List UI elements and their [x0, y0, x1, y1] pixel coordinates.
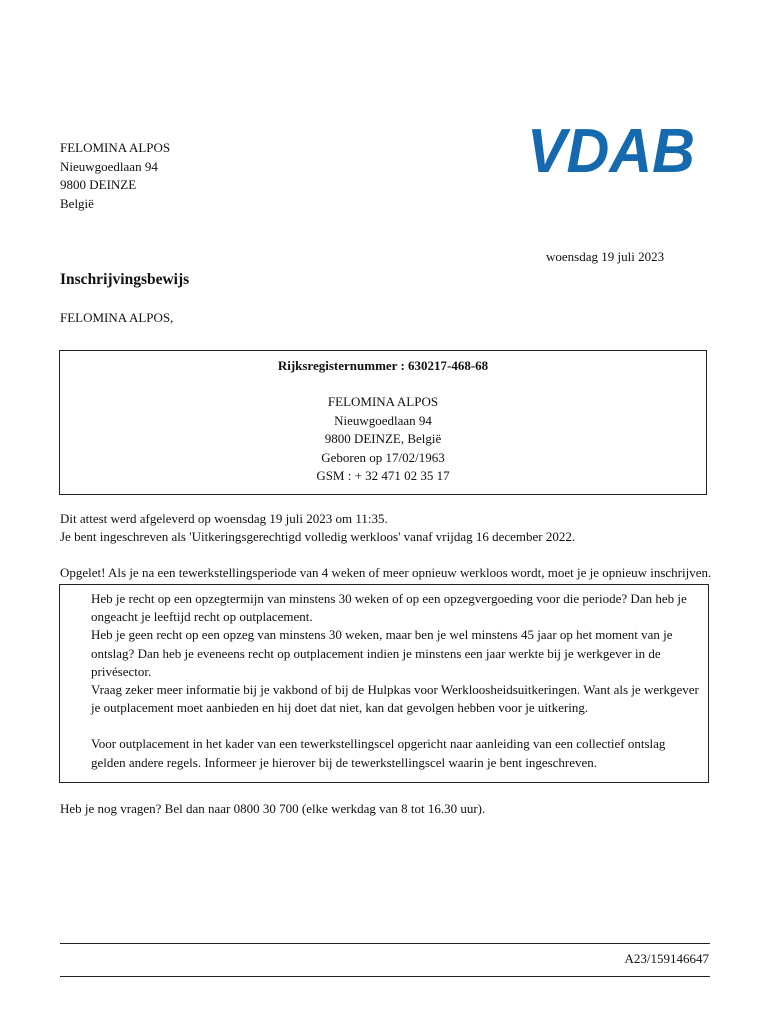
identity-birth-date: Geboren op 17/02/1963	[321, 449, 445, 465]
footer-bottom-divider	[60, 976, 710, 977]
recipient-country: België	[60, 195, 94, 211]
info-paragraph: Heb je geen recht op een opzeg van minstens 30 weken, maar ben je wel minstens 45 jaar op het moment van je ontslag? Dan heb je eveneens recht op outplacement indien je minstens een jaar werkte bij je werkgever in de privésector.	[91, 627, 673, 679]
info-paragraph: Heb je recht op een opzegtermijn van minstens 30 weken of op een opzegvergoeding voor die periode? Dan heb je ongeacht je leeftijd recht op outplacement.	[91, 591, 687, 625]
identity-details	[60, 393, 706, 486]
contact-note: Heb je nog vragen? Bel dan naar 0800 30 700 (elke werkdag van 8 tot 16.30 uur).	[60, 801, 486, 816]
document-reference: A23/159146647	[624, 951, 709, 966]
vdab-logo-text: VDAB	[527, 124, 695, 174]
outplacement-info-box	[59, 584, 709, 783]
recipient-city: 9800 DEINZE	[60, 177, 137, 192]
vdab-logo	[527, 124, 697, 174]
identity-box	[59, 350, 707, 495]
identity-phone: GSM : + 32 471 02 35 17	[316, 468, 450, 483]
letter-date: woensdag 19 juli 2023	[546, 249, 665, 264]
paragraph-spacer	[91, 717, 700, 735]
footer-top-divider	[60, 943, 710, 944]
identity-street: Nieuwgoedlaan 94	[334, 412, 432, 428]
recipient-street: Nieuwgoedlaan 94	[60, 158, 158, 174]
recipient-name: FELOMINA ALPOS	[60, 140, 171, 155]
warning-note: Opgelet! Als je na een tewerkstellingsperiode van 4 weken of meer opnieuw werkloos wordt, moet je je opnieuw inschrijven.	[60, 565, 712, 580]
identity-city: 9800 DEINZE, België	[324, 431, 442, 446]
salutation: FELOMINA ALPOS,	[60, 310, 174, 325]
document-title: Inschrijvingsbewijs	[60, 271, 190, 288]
info-paragraph: Voor outplacement in het kader van een tewerkstellingscel opgericht naar aanleiding van een collectief ontslag gelden andere regels. Informeer je hierover bij de tewerkstellingscel waarin je bent ingeschreven.	[91, 736, 666, 770]
info-paragraph: Vraag zeker meer informatie bij je vakbond of bij de Hulpkas voor Werkloosheidsuitkeringen. Want als je werkgever je outplacement moet aanbieden en hij doet dat niet, kan dat gevolgen hebben voor je uitkering.	[91, 682, 699, 716]
national-register-number: Rijksregisternummer : 630217-468-68	[277, 358, 489, 373]
issue-statement	[60, 510, 575, 546]
identity-name: FELOMINA ALPOS	[327, 394, 439, 409]
issue-date-line: Dit attest werd afgeleverd op woensdag 19 juli 2023 om 11:35.	[60, 511, 388, 526]
registration-status-line: Je bent ingeschreven als 'Uitkeringsgerechtigd volledig werkloos' vanaf vrijdag 16 december 2022.	[60, 529, 576, 544]
recipient-address	[60, 139, 170, 213]
